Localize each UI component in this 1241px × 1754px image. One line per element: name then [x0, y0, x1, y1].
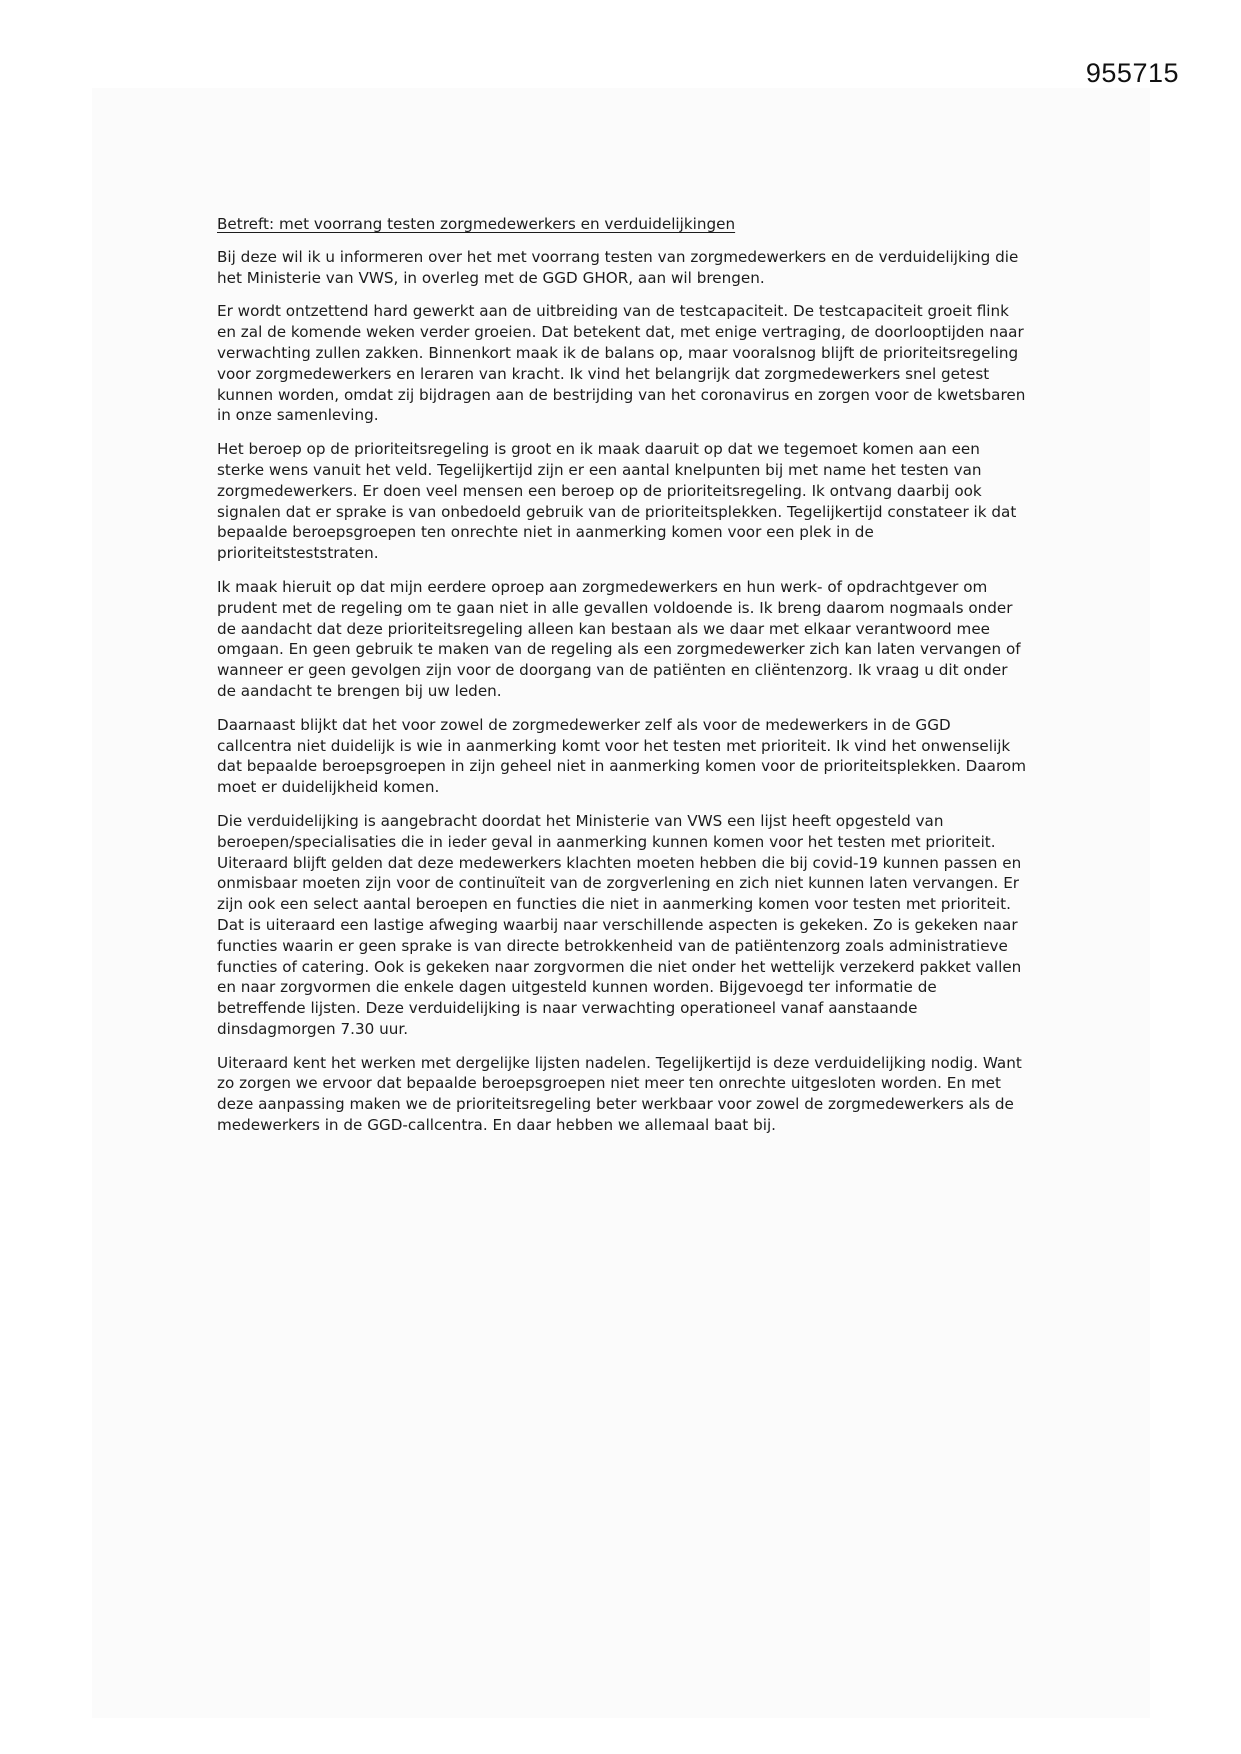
paragraph-clarification-lists: Die verduidelijking is aangebracht doordat het Ministerie van VWS een lijst heeft opgesteld van beroepen/specialisaties die in ieder geval in aanmerking kunnen komen voor het testen met prioriteit. Uiteraard blijft gelden dat deze medewerkers klachten moeten hebben die bij covid-19 kunnen passen en onmisbaar moeten zijn voor de continuïteit van de zorgverlening en zich niet kunnen laten vervangen. Er zijn ook een select aantal beroepen en functies die niet in aanmerking komen voor testen met prioriteit. Dat is uiteraard een lastige afweging waarbij naar verschillende aspecten is gekeken. Zo is gekeken naar functies waarin er geen sprake is van directe betrokkenheid van de patiëntenzorg zoals administratieve functies of catering. Ook is gekeken naar zorgvormen die niet onder het wettelijk verzekerd pakket vallen en naar zorgvormen die enkele dagen uitgesteld kunnen worden. Bijgevoegd ter informatie de betreffende lijsten. Deze verduidelijking is naar verwachting operationeel vanaf aanstaande dinsdagmorgen 7.30 uur. — [217, 811, 1022, 1038]
paragraph-prudent-use: Ik maak hieruit op dat mijn eerdere oproep aan zorgmedewerkers en hun werk- of opdrachtgever om prudent met de regeling om te gaan niet in alle gevallen voldoende is. Ik breng daarom nogmaals onder de aandacht dat deze prioriteitsregeling alleen kan bestaan als we daar met elkaar verantwoord mee omgaan. En geen gebruik te maken van de regeling als een zorgmedewerker zich kan laten vervangen of wanneer er geen gevolgen zijn voor de doorgang van de patiënten en cliëntenzorg. Ik vraag u dit onder de aandacht te brengen bij uw leden. — [217, 577, 1021, 700]
paragraph-intro: Bij deze wil ik u informeren over het met voorrang testen van zorgmedewerkers en de verduidelijking die het Ministerie van VWS, in overleg met de GGD GHOR, aan wil brengen. — [217, 247, 1019, 287]
letter-body — [217, 214, 1027, 1149]
document-number: 955715 — [1085, 58, 1179, 88]
paragraph-priority-demand: Het beroep op de prioriteitsregeling is groot en ik maak daaruit op dat we tegemoet komen aan een sterke wens vanuit het veld. Tegelijkertijd zijn er een aantal knelpunten bij met name het testen van zorgmedewerkers. Er doen veel mensen een beroep op de prioriteitsregeling. Ik ontvang daarbij ook signalen dat er sprake is van onbedoeld gebruik van de prioriteitsplekken. Tegelijkertijd constateer ik dat bepaalde beroepsgroepen ten onrechte niet in aanmerking komen voor een plek in de prioriteitsteststraten. — [217, 440, 1017, 563]
paragraph-clarity: Daarnaast blijkt dat het voor zowel de zorgmedewerker zelf als voor de medewerkers in de GGD callcentra niet duidelijk is wie in aanmerking komt voor het testen met prioriteit. Ik vind het onwenselijk dat bepaalde beroepsgroepen in zijn geheel niet in aanmerking komen voor de prioriteitsplekken. Daarom moet er duidelijkheid komen. — [217, 715, 1026, 797]
letter-subject: Betreft: met voorrang testen zorgmedewerkers en verduidelijkingen — [217, 215, 736, 233]
paragraph-testcapacity: Er wordt ontzettend hard gewerkt aan de uitbreiding van de testcapaciteit. De testcapaciteit groeit flink en zal de komende weken verder groeien. Dat betekent dat, met enige vertraging, de doorlooptijden naar verwachting zullen zakken. Binnenkort maak ik de balans op, maar vooralsnog blijft de prioriteitsregeling voor zorgmedewerkers en leraren van kracht. Ik vind het belangrijk dat zorgmedewerkers snel getest kunnen worden, omdat zij bijdragen aan de bestrijding van het coronavirus en zorgen voor de kwetsbaren in onze samenleving. — [217, 302, 1026, 425]
paragraph-conclusion: Uiteraard kent het werken met dergelijke lijsten nadelen. Tegelijkertijd is deze verduidelijking nodig. Want zo zorgen we ervoor dat bepaalde beroepsgroepen niet meer ten onrechte uitgesloten worden. En met deze aanpassing maken we de prioriteitsregeling beter werkbaar voor zowel de zorgmedewerkers als de medewerkers in de GGD-callcentra. En daar hebben we allemaal baat bij. — [217, 1053, 1022, 1135]
